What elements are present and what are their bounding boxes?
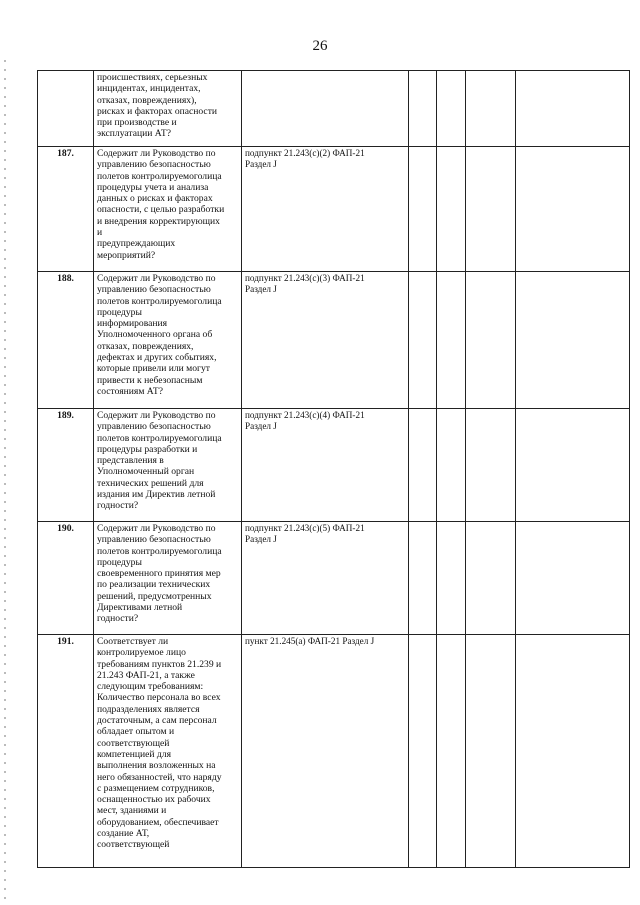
item-number: 187.: [38, 147, 94, 272]
answer-yes-cell: [409, 522, 437, 635]
note-cell: [516, 409, 630, 522]
regulation-reference: [242, 71, 409, 147]
question-line: компетенцией для: [97, 748, 171, 760]
answer-no-cell: [437, 272, 466, 409]
regulation-reference: [242, 635, 409, 868]
item-number: 191.: [38, 635, 94, 868]
question-line: подразделениях является: [97, 703, 200, 715]
question-line: достаточным, а сам персонал: [97, 715, 217, 727]
question-line: технических решений для: [97, 477, 204, 489]
question-line: мероприятий?: [97, 249, 156, 261]
question-line: отказах, повреждениях),: [97, 94, 197, 106]
table-row: [38, 147, 630, 272]
answer-yes-cell: [409, 272, 437, 409]
question-line: опасности, с целью разработки: [97, 204, 225, 216]
question-line: данных о рисках и факторах: [97, 193, 213, 205]
question-line: представления в: [97, 455, 164, 467]
reference-line: Раздел J: [245, 534, 277, 545]
question-line: создание АТ,: [97, 828, 150, 840]
question-line: процедуры: [97, 306, 142, 318]
table-row: [38, 635, 630, 868]
question-line: издания им Директив летной: [97, 489, 216, 501]
question-line: дефектах и других событиях,: [97, 352, 217, 364]
answer-no-cell: [437, 147, 466, 272]
question-line: полетов контролируемоголица: [97, 295, 222, 307]
reference-line: подпункт 21.243(c)(2) ФАП-21: [245, 148, 365, 158]
question-line: управлению безопасностью: [97, 284, 211, 296]
page-number: 26: [312, 38, 328, 54]
question-line: полетов контролируемоголица: [97, 545, 222, 557]
question-line: Уполномоченный орган: [97, 466, 195, 478]
item-number: 188.: [38, 272, 94, 409]
question-line: инцидентах, инцидентах,: [97, 83, 201, 95]
note-cell: [516, 147, 630, 272]
question-line: соответствующей: [97, 839, 170, 851]
reference-line: пункт 21.245(a) ФАП-21 Раздел J: [245, 636, 375, 646]
question-line: оснащенностью их рабочих: [97, 794, 211, 806]
answer-no-cell: [437, 71, 466, 147]
question-text: [94, 635, 242, 868]
answer-no-cell: [437, 635, 466, 868]
question-text: [94, 272, 242, 409]
reference-line: Раздел J: [245, 284, 277, 295]
question-line: контролируемое лицо: [97, 647, 186, 659]
question-line: решений, предусмотренных: [97, 590, 212, 602]
question-text: [94, 147, 242, 272]
question-text: [94, 71, 242, 147]
question-line: Содержит ли Руководство по: [97, 148, 216, 159]
question-line: отказах, повреждениях,: [97, 340, 194, 352]
question-line: происшествиях, серьезных: [97, 72, 208, 83]
question-line: 21.243 ФАП-21, а также: [97, 669, 195, 681]
question-line: обладает опытом и: [97, 726, 175, 738]
question-line: управлению безопасностью: [97, 421, 211, 433]
question-line: мест, зданиями и: [97, 805, 167, 817]
question-line: полетов контролируемоголица: [97, 432, 222, 444]
note-cell: [516, 272, 630, 409]
item-number: 190.: [38, 522, 94, 635]
question-text: [94, 522, 242, 635]
answer-no-cell: [437, 409, 466, 522]
checklist-table: [37, 70, 630, 868]
question-line: информирования: [97, 318, 168, 330]
not-applicable-cell: [466, 272, 516, 409]
question-line: состояниям АТ?: [97, 385, 163, 397]
reference-line: подпункт 21.243(c)(4) ФАП-21: [245, 410, 365, 420]
note-cell: [516, 635, 630, 868]
question-line: Содержит ли Руководство по: [97, 273, 216, 284]
note-cell: [516, 71, 630, 147]
question-line: следующим требованиям:: [97, 681, 204, 693]
not-applicable-cell: [466, 409, 516, 522]
question-line: при производстве и: [97, 117, 177, 129]
table-row: [38, 409, 630, 522]
reference-line: подпункт 21.243(c)(3) ФАП-21: [245, 273, 365, 283]
question-line: процедуры учета и анализа: [97, 181, 209, 193]
question-line: своевременного принятия мер: [97, 568, 221, 580]
question-line: процедуры: [97, 556, 142, 568]
item-number: [38, 71, 94, 147]
regulation-reference: [242, 409, 409, 522]
answer-yes-cell: [409, 635, 437, 868]
question-line: оборудованием, обеспечивает: [97, 816, 219, 828]
table-row: [38, 522, 630, 635]
not-applicable-cell: [466, 635, 516, 868]
answer-no-cell: [437, 522, 466, 635]
question-line: по реализации технических: [97, 579, 211, 591]
question-line: рисках и факторах опасности: [97, 105, 218, 117]
reference-line: Раздел J: [245, 421, 277, 432]
question-line: Уполномоченного органа об: [97, 329, 213, 341]
question-line: Содержит ли Руководство по: [97, 410, 216, 421]
question-line: предупреждающих: [97, 238, 176, 250]
question-line: него обязанностей, что наряду: [97, 771, 222, 783]
table-row: [38, 272, 630, 409]
regulation-reference: [242, 522, 409, 635]
regulation-reference: [242, 147, 409, 272]
question-line: с размещением сотрудников,: [97, 782, 215, 794]
answer-yes-cell: [409, 147, 437, 272]
question-line: требованиям пунктов 21.239 и: [97, 658, 222, 670]
question-line: и: [97, 227, 103, 239]
answer-yes-cell: [409, 71, 437, 147]
question-line: и внедрения корректирующих: [97, 215, 220, 227]
question-line: Соответствует ли: [97, 636, 169, 647]
answer-yes-cell: [409, 409, 437, 522]
note-cell: [516, 522, 630, 635]
not-applicable-cell: [466, 71, 516, 147]
regulation-reference: [242, 272, 409, 409]
checklist-table-body: [38, 71, 630, 868]
question-line: выполнения возложенных на: [97, 760, 216, 772]
reference-line: подпункт 21.243(c)(5) ФАП-21: [245, 523, 365, 533]
question-line: полетов контролируемоголица: [97, 170, 222, 182]
binding-edge-marks: [4, 60, 6, 900]
not-applicable-cell: [466, 147, 516, 272]
question-text: [94, 409, 242, 522]
question-line: годности?: [97, 613, 139, 625]
reference-line: Раздел J: [245, 159, 277, 170]
item-number: 189.: [38, 409, 94, 522]
question-line: Количество персонала во всех: [97, 692, 221, 704]
question-line: процедуры разработки и: [97, 443, 198, 455]
question-line: Директивами летной: [97, 602, 183, 614]
not-applicable-cell: [466, 522, 516, 635]
question-line: привести к небезопасным: [97, 374, 203, 386]
table-row: [38, 71, 630, 147]
question-line: управлению безопасностью: [97, 159, 211, 171]
question-line: эксплуатации АТ?: [97, 128, 171, 140]
question-line: годности?: [97, 500, 139, 512]
question-line: управлению безопасностью: [97, 534, 211, 546]
question-line: Содержит ли Руководство по: [97, 523, 216, 534]
question-line: соответствующей: [97, 737, 170, 749]
question-line: которые привели или могут: [97, 363, 210, 375]
